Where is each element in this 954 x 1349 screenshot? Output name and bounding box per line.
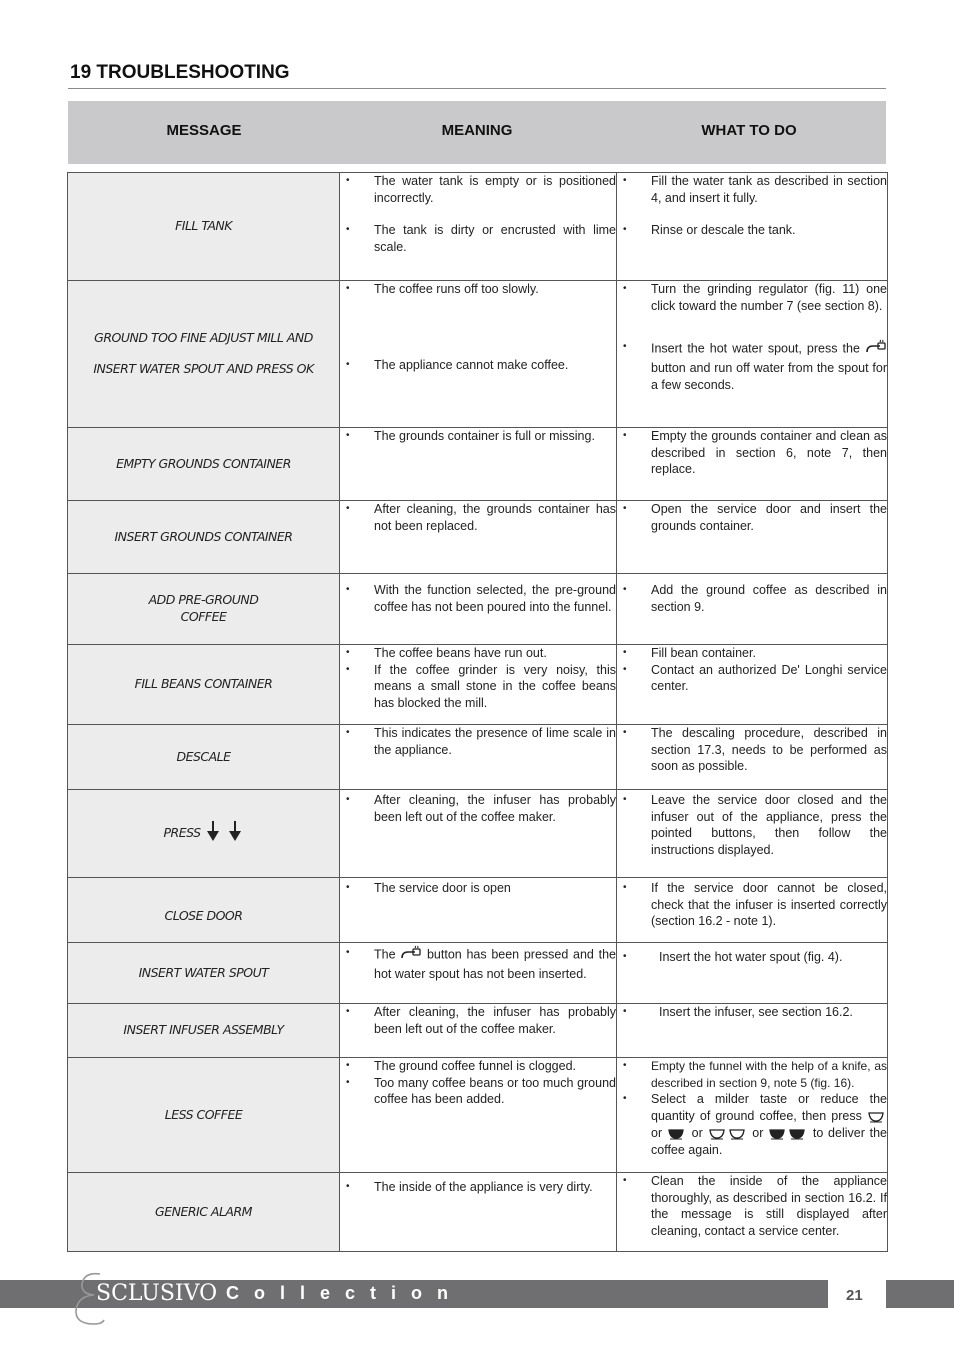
- list-item: • Insert the infuser, see section 16.2.: [617, 1004, 887, 1021]
- table-row: [68, 281, 888, 428]
- title-divider: [68, 88, 886, 89]
- list-item: • Turn the grinding regulator (fig. 11) one click toward the number 7 (see section 8).: [617, 281, 887, 314]
- table-row: [68, 645, 888, 725]
- meaning-cell: [340, 645, 617, 725]
- display-message: LESS COFFEE: [164, 1106, 243, 1122]
- list-item-text: The: [374, 947, 396, 962]
- footer-bar-right: [886, 1280, 954, 1308]
- list-item: • Leave the service door closed and the infuser out of the appliance, press the pointed buttons, then follow the instructions displayed.: [617, 792, 887, 859]
- display-message: GROUND TOO FINE ADJUST MILL AND: [94, 330, 313, 346]
- list-item: • Fill bean container.: [617, 645, 887, 662]
- collection-label: Collection: [226, 1283, 464, 1303]
- todo-cell: [617, 281, 888, 428]
- meaning-cell: [340, 574, 617, 645]
- list-item: • Insert the hot water spout (fig. 4).: [617, 949, 887, 966]
- table-row: [68, 574, 888, 645]
- display-message: FILL BEANS CONTAINER: [134, 676, 273, 692]
- message-cell: [68, 173, 340, 281]
- list-item: • Empty the funnel with the help of a knife, as described in section 9, note 5 (fig. 16).: [617, 1058, 887, 1091]
- todo-cell: [617, 790, 888, 878]
- todo-cell: [617, 501, 888, 574]
- meaning-cell: [340, 725, 617, 790]
- table-row: [68, 1173, 888, 1252]
- meaning-cell: [340, 428, 617, 501]
- brand-wordmark: [96, 1281, 217, 1306]
- list-item-text: Insert the hot water spout, press the: [651, 342, 860, 357]
- cup-icon: [728, 1128, 748, 1140]
- todo-cell: [617, 878, 888, 943]
- meaning-cell: [340, 1058, 617, 1173]
- display-message: [68, 820, 339, 847]
- display-message: EMPTY GROUNDS CONTAINER: [116, 455, 291, 471]
- table-row: [68, 173, 888, 281]
- list-item: • The descaling procedure, described in section 17.3, needs to be performed as soon as possible.: [617, 725, 887, 775]
- list-item-text: or: [651, 1125, 663, 1140]
- list-item-text: or: [752, 1125, 764, 1140]
- list-item-text: or: [691, 1125, 703, 1140]
- list-item: • Contact an authorized De' Longhi service center.: [617, 662, 887, 695]
- list-item: • After cleaning, the grounds container has not been replaced.: [340, 501, 616, 534]
- list-item-text: to deliver the coffee again.: [651, 1125, 887, 1157]
- message-cell: [68, 1004, 340, 1058]
- todo-cell: [617, 428, 888, 501]
- cup-icon: [867, 1111, 887, 1123]
- list-item: • The inside of the appliance is very dirty.: [340, 1179, 616, 1196]
- message-cell: [68, 501, 340, 574]
- table-row: [68, 725, 888, 790]
- table-row: [68, 428, 888, 501]
- list-item: • The coffee runs off too slowly.: [340, 281, 616, 298]
- list-item: • The service door is open: [340, 880, 616, 897]
- list-item: [617, 1091, 887, 1158]
- column-header-meaning: MEANING: [441, 122, 513, 139]
- table-row: [68, 1004, 888, 1058]
- todo-cell: [617, 1058, 888, 1173]
- display-message: INSERT WATER SPOUT AND PRESS OK: [93, 361, 314, 376]
- todo-cell: [617, 173, 888, 281]
- press-label: PRESS: [163, 825, 201, 840]
- arrow-down-icon: [204, 820, 222, 847]
- meaning-cell: [340, 1004, 617, 1058]
- list-item-text: button has been pressed and the hot water spout has not been inserted.: [374, 947, 616, 981]
- display-message: INSERT GROUNDS CONTAINER: [114, 528, 293, 544]
- list-item: • If the coffee grinder is very noisy, this means a small stone in the coffee beans has blocked the mill.: [340, 662, 616, 712]
- display-message: DESCALE: [176, 748, 231, 764]
- todo-cell: [617, 943, 888, 1004]
- todo-cell: [617, 1004, 888, 1058]
- brand-name: SCLUSIVO: [96, 1281, 218, 1306]
- message-cell: [68, 725, 340, 790]
- hot-water-icon: [865, 339, 887, 360]
- list-item: • Fill the water tank as described in section 4, and insert it fully.: [617, 173, 887, 206]
- list-item: • The ground coffee funnel is clogged.: [340, 1058, 616, 1075]
- list-item: • Clean the inside of the appliance thoroughly, as described in section 16.2. If the message is still displayed after cleaning, contact a service center.: [617, 1173, 887, 1240]
- column-header-message: MESSAGE: [166, 122, 242, 139]
- list-item: • After cleaning, the infuser has probably been left out of the coffee maker.: [340, 1004, 616, 1037]
- list-item: • If the service door cannot be closed, check that the infuser is inserted correctly (section 16.2 - note 1).: [617, 880, 887, 930]
- list-item: • Too many coffee beans or too much ground coffee has been added.: [340, 1075, 616, 1108]
- arrow-down-icon: [226, 820, 244, 847]
- list-item: • The grounds container is full or missing.: [340, 428, 616, 445]
- todo-cell: [617, 574, 888, 645]
- message-cell: [68, 574, 340, 645]
- list-item: • Open the service door and insert the grounds container.: [617, 501, 887, 534]
- list-item: [340, 945, 616, 982]
- message-cell: [68, 428, 340, 501]
- page-title: 19 TROUBLESHOOTING: [70, 62, 290, 83]
- display-message: ADD PRE-GROUND COFFEE: [148, 592, 259, 624]
- cup-icon: [708, 1128, 728, 1140]
- display-message: INSERT WATER SPOUT: [138, 964, 269, 980]
- meaning-cell: [340, 173, 617, 281]
- cup-icon: [768, 1128, 788, 1140]
- list-item: • The water tank is empty or is positioned incorrectly.: [340, 173, 616, 206]
- table-row: [68, 943, 888, 1004]
- table-row: [68, 501, 888, 574]
- hot-water-icon: [400, 945, 422, 966]
- message-cell: [68, 790, 340, 878]
- message-cell: [68, 1173, 340, 1252]
- list-item: • The coffee beans have run out.: [340, 645, 616, 662]
- table-row: [68, 1058, 888, 1173]
- message-cell: [68, 281, 340, 428]
- meaning-cell: [340, 790, 617, 878]
- list-item: • Rinse or descale the tank.: [617, 222, 887, 239]
- table-row: [68, 878, 888, 943]
- message-cell: [68, 645, 340, 725]
- message-cell: [68, 943, 340, 1004]
- table-row: [68, 790, 888, 878]
- display-message: GENERIC ALARM: [155, 1203, 252, 1219]
- list-item: • After cleaning, the infuser has probably been left out of the coffee maker.: [340, 792, 616, 825]
- list-item: [617, 339, 887, 393]
- meaning-cell: [340, 281, 617, 428]
- meaning-cell: [340, 878, 617, 943]
- cup-icon: [788, 1128, 808, 1140]
- cup-icon: [667, 1128, 687, 1140]
- meaning-cell: [340, 501, 617, 574]
- list-item-text: button and run off water from the spout for a few seconds.: [651, 361, 887, 392]
- display-message: FILL TANK: [175, 218, 232, 234]
- column-header-todo: WHAT TO DO: [701, 122, 797, 139]
- list-item: • The tank is dirty or encrusted with lime scale.: [340, 222, 616, 255]
- display-message: CLOSE DOOR: [164, 907, 243, 923]
- table-header: [68, 101, 886, 164]
- todo-cell: [617, 1173, 888, 1252]
- list-item: • The appliance cannot make coffee.: [340, 357, 616, 374]
- meaning-cell: [340, 943, 617, 1004]
- list-item: • With the function selected, the pre-ground coffee has not been poured into the funnel.: [340, 582, 616, 615]
- list-item-text: Select a milder taste or reduce the quantity of ground coffee, then press: [651, 1092, 887, 1124]
- list-item: • Empty the grounds container and clean as described in section 6, note 7, then replace.: [617, 428, 887, 478]
- troubleshooting-table: [67, 172, 888, 1252]
- list-item: • Add the ground coffee as described in section 9.: [617, 582, 887, 615]
- message-cell: [68, 1058, 340, 1173]
- meaning-cell: [340, 1173, 617, 1252]
- message-cell: [68, 878, 340, 943]
- list-item: • This indicates the presence of lime scale in the appliance.: [340, 725, 616, 758]
- page-number: 21: [846, 1287, 863, 1304]
- display-message: INSERT INFUSER ASSEMBLY: [123, 1022, 284, 1038]
- todo-cell: [617, 645, 888, 725]
- todo-cell: [617, 725, 888, 790]
